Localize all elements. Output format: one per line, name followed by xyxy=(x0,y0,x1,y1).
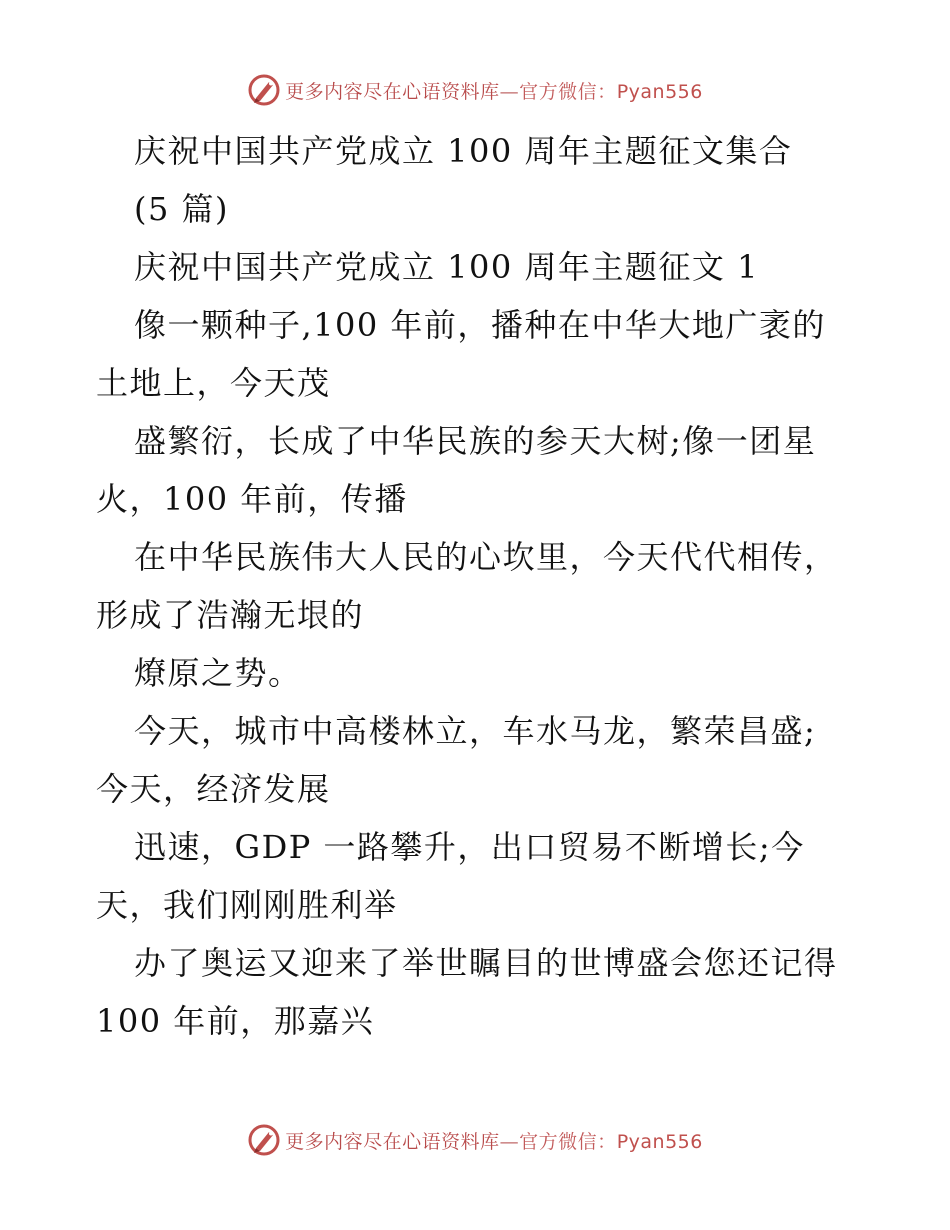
banner-dash: — xyxy=(499,80,520,103)
doc-title-count: (5 篇) xyxy=(134,190,230,228)
paragraph-line: 天，我们刚刚胜利举 xyxy=(96,886,398,924)
banner-wechat-handle: Pyan556 xyxy=(616,80,703,103)
paragraph-line: 形成了浩瀚无垠的 xyxy=(96,596,365,634)
paragraph-line: 今天，城市中高楼林立，车水马龙，繁荣昌盛; xyxy=(134,712,817,750)
header-banner xyxy=(0,70,950,110)
banner-wechat-label: 官方微信： xyxy=(519,80,617,103)
document-body xyxy=(96,122,876,1050)
paragraph-line: 迅速，GDP 一路攀升，出口贸易不断增长;今 xyxy=(134,828,805,866)
paragraph-line: 燎原之势。 xyxy=(134,654,302,692)
banner-wechat-label: 官方微信： xyxy=(519,1130,617,1153)
banner-site-text: 更多内容尽在心语资料库 xyxy=(285,1130,500,1153)
banner-site-text: 更多内容尽在心语资料库 xyxy=(285,80,500,103)
pen-logo-icon xyxy=(247,1123,281,1157)
paragraph-line: 火，100 年前，传播 xyxy=(96,480,408,518)
paragraph-line: 盛繁衍，长成了中华民族的参天大树;像一团星 xyxy=(134,422,817,460)
banner-text xyxy=(285,77,703,104)
banner-wechat-handle: Pyan556 xyxy=(616,1130,703,1153)
paragraph-line: 今天，经济发展 xyxy=(96,770,331,808)
essay-heading: 庆祝中国共产党成立 100 周年主题征文 1 xyxy=(134,248,759,286)
paragraph-line: 土地上，今天茂 xyxy=(96,364,331,402)
banner-text xyxy=(285,1127,703,1154)
pen-logo-icon xyxy=(247,73,281,107)
footer-banner xyxy=(0,1120,950,1160)
paragraph-line: 100 年前，那嘉兴 xyxy=(96,1002,375,1040)
paragraph-line: 在中华民族伟大人民的心坎里，今天代代相传， xyxy=(134,538,838,576)
paragraph-line: 像一颗种子,100 年前，播种在中华大地广袤的 xyxy=(134,306,826,344)
doc-title-line: 庆祝中国共产党成立 100 周年主题征文集合 xyxy=(134,132,793,170)
banner-dash: — xyxy=(499,1130,520,1153)
paragraph-line: 办了奥运又迎来了举世瞩目的世博盛会您还记得 xyxy=(134,944,838,982)
